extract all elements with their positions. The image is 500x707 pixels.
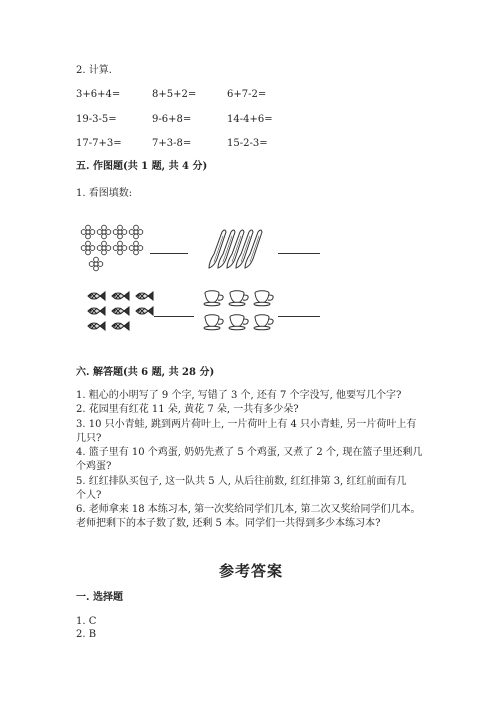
calc-item: 14-4+6= — [227, 114, 273, 125]
section-heading: 五. 作图题(共 1 题, 共 4 分) — [76, 161, 208, 172]
answer-blank[interactable] — [278, 316, 320, 317]
problem-line: 个人? — [76, 490, 102, 501]
calc-item: 7+3-8= — [152, 138, 192, 149]
section-heading: 六. 解答题(共 6 题, 共 28 分) — [76, 367, 215, 378]
answer-item: 1. C — [76, 616, 97, 627]
answer-blank[interactable] — [278, 253, 320, 254]
problem-line: 4. 篮子里有 10 个鸡蛋, 奶奶先煮了 5 个鸡蛋, 又煮了 2 个, 现在篮子里还剩几 — [76, 447, 423, 458]
calc-item: 15-2-3= — [227, 138, 268, 149]
answer-blank[interactable] — [150, 253, 188, 254]
calc-item: 6+7-2= — [227, 89, 267, 100]
fish-icon — [86, 288, 156, 336]
section-heading: 一. 选择题 — [76, 592, 123, 603]
problem-line: 6. 老师拿来 18 本练习本, 第一次奖给同学们几本, 第二次又奖给同学们几本。 — [76, 504, 421, 515]
problem-line: 个鸡蛋? — [76, 461, 112, 472]
cup-icon — [203, 289, 279, 333]
answer-blank[interactable] — [154, 316, 194, 317]
calc-item: 8+5+2= — [152, 89, 197, 100]
flower-cluster-icon — [80, 224, 148, 272]
problem-line: 3. 10 只小青蛙, 跳到两片荷叶上, 一片荷叶上有 4 只小青蛙, 另一片荷叶上有 — [76, 419, 417, 430]
calc-label: 2. 计算. — [76, 65, 112, 76]
answer-item: 2. B — [76, 629, 97, 640]
problem-line: 几只? — [76, 433, 102, 444]
calc-item: 9-6+8= — [152, 114, 192, 125]
problem-line: 2. 花园里有红花 11 朵, 黄花 7 朵, 一共有多少朵? — [76, 404, 299, 415]
problem-line: 5. 红红排队买包子, 这一队共 5 人, 从后往前数, 红红排第 3, 红红前面有几 — [76, 476, 407, 487]
calc-item: 3+6+4= — [76, 89, 121, 100]
problem-line: 1. 粗心的小明写了 9 个字, 写错了 3 个, 还有 7 个字没写, 他要写几个字? — [76, 390, 402, 401]
answers-title: 参考答案 — [219, 562, 284, 580]
question-text: 1. 看图填数: — [76, 188, 133, 199]
problem-line: 老师把剩下的本子数了数, 还剩 5 本。同学们一共得到多少本练习本? — [76, 518, 381, 529]
calc-item: 19-3-5= — [76, 114, 117, 125]
calc-item: 17-7+3= — [76, 138, 122, 149]
bean-pods-icon — [205, 226, 267, 272]
